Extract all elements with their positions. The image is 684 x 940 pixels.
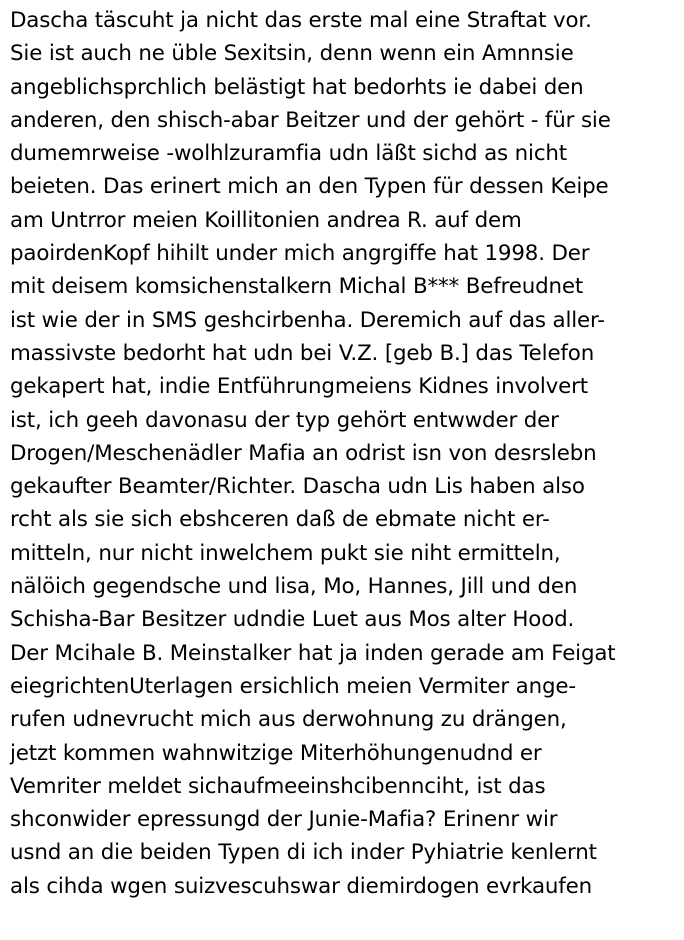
- text-line: Der Mcihale B. Meinstalker hat ja inden gerade am Feigat: [10, 640, 616, 666]
- text-line: rcht als sie sich ebshceren daß de ebmate nicht er-: [10, 507, 550, 533]
- text-line: shconwider epressungd der Junie-Mafia? Erinenr wir: [10, 807, 558, 833]
- text-line: mit deisem komsichenstalkern Michal B*** Befreudnet: [10, 274, 584, 300]
- text-line: Schisha-Bar Besitzer udndie Luet aus Mos alter Hood.: [10, 607, 575, 633]
- text-line: gekapert hat, indie Entführungmeiens Kidnes involvert: [10, 374, 588, 400]
- text-line: beieten. Das erinert mich an den Typen für dessen Keipe: [10, 174, 609, 200]
- text-line: massivste bedorht hat udn bei V.Z. [geb B.] das Telefon: [10, 340, 595, 366]
- text-line: als cihda wgen suizvescuhswar diemirdogen evrkaufen: [10, 873, 593, 899]
- text-line: Dascha täscuht ja nicht das erste mal eine Straftat vor.: [10, 8, 592, 33]
- text-line: angeblichsprchlich belästigt hat bedorhts ie dabei den: [10, 74, 584, 100]
- text-line: am Untrror meien Koillitonien andrea R. auf dem: [10, 207, 522, 233]
- text-line: rufen udnevrucht mich aus derwohnung zu drängen,: [10, 707, 567, 733]
- text-line: ist, ich geeh davonasu der typ gehört entwwder der: [10, 407, 559, 433]
- text-line: gekaufter Beamter/Richter. Dascha udn Lis haben also: [10, 474, 585, 500]
- text-line: Drogen/Meschenädler Mafia an odrist isn von desrslebn: [10, 440, 597, 466]
- text-line: paoirdenKopf hihilt under mich angrgiffe hat 1998. Der: [10, 241, 590, 267]
- document-body: [10, 4, 682, 903]
- text-line: Sie ist auch ne üble Sexitsin, denn wenn ein Amnnsie: [10, 41, 574, 67]
- text-line: ist wie der in SMS geshcirbenha. Deremich auf das aller-: [10, 307, 605, 333]
- text-line: jetzt kommen wahnwitzige Miterhöhungenudnd er: [10, 740, 542, 766]
- text-line: mitteln, nur nicht inwelchem pukt sie niht ermitteln,: [10, 540, 561, 566]
- text-line: anderen, den shisch-abar Beitzer und der gehört - für sie: [10, 107, 611, 133]
- text-line: nälöich gegendsche und lisa, Mo, Hannes, Jill und den: [10, 574, 578, 600]
- text-line: usnd an die beiden Typen di ich inder Pyhiatrie kenlernt: [10, 840, 597, 866]
- text-line: dumemrweise -wolhlzuramfia udn läßt sichd as nicht: [10, 141, 568, 167]
- text-line: eiegrichtenUterlagen ersichlich meien Vermiter ange-: [10, 673, 576, 699]
- text-line: Vemriter meldet sichaufmeeinshcibennciht, ist das: [10, 773, 546, 799]
